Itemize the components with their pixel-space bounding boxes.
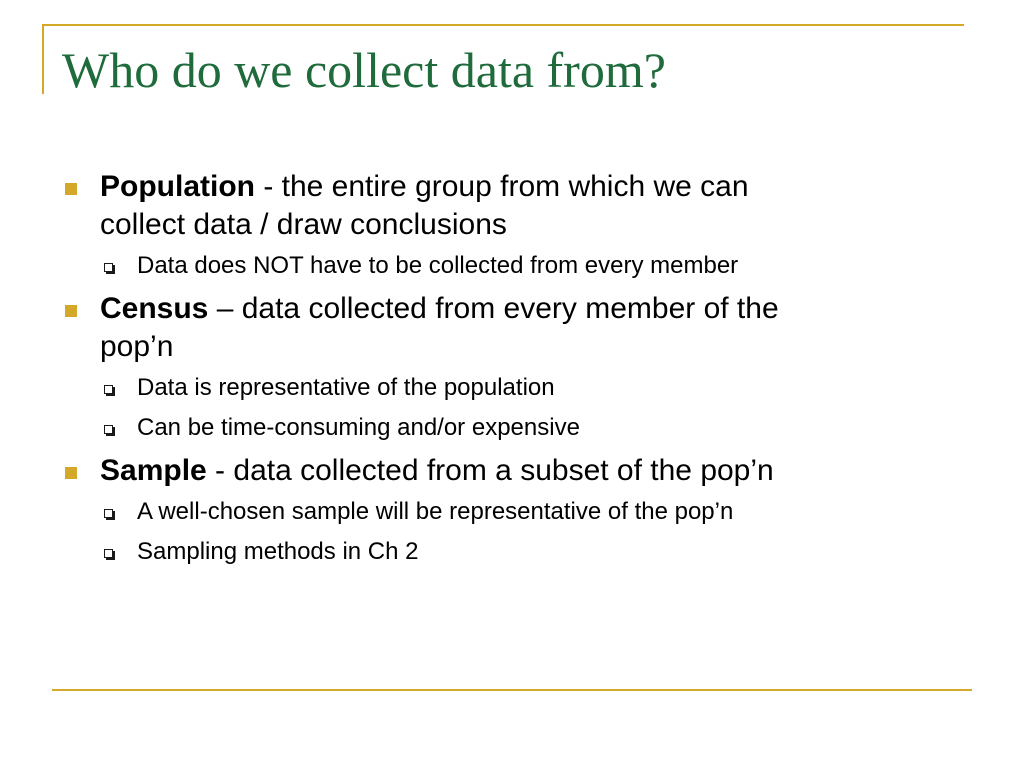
square-bullet-icon <box>65 305 77 317</box>
sub-bullet <box>62 250 962 282</box>
slide-title: Who do we collect data from? <box>62 42 666 98</box>
sub-bullet <box>62 496 962 528</box>
sub-bullet-text: Can be time-consuming and/or expensive <box>137 414 580 441</box>
term-population: Population <box>100 170 255 203</box>
square-bullet-icon <box>65 467 77 479</box>
sub-bullet <box>62 412 962 444</box>
bullet-text: - data collected from a subset of the pop’n <box>206 454 774 487</box>
bullet-population <box>62 168 962 244</box>
sub-bullet-text: A well-chosen sample will be representative of the pop’n <box>137 498 734 525</box>
frame-top-rule <box>42 24 964 26</box>
term-sample: Sample <box>100 454 207 487</box>
bullet-text: - the entire group from which we can <box>254 170 749 203</box>
hollow-square-bullet-icon <box>104 263 113 272</box>
frame-bottom-rule <box>52 689 972 691</box>
hollow-square-bullet-icon <box>104 425 113 434</box>
hollow-square-bullet-icon <box>104 509 113 518</box>
sub-bullet <box>62 372 962 404</box>
bullet-text: – data collected from every member of the <box>208 292 779 325</box>
bullet-text-continued: collect data / draw conclusions <box>100 208 507 241</box>
frame-left-rule <box>42 24 44 94</box>
hollow-square-bullet-icon <box>104 549 113 558</box>
sub-bullet-text: Sampling methods in Ch 2 <box>137 538 419 565</box>
hollow-square-bullet-icon <box>104 385 113 394</box>
square-bullet-icon <box>65 183 77 195</box>
bullet-census <box>62 290 962 366</box>
bullet-sample <box>62 452 962 490</box>
sub-bullet <box>62 536 962 568</box>
sub-bullet-text: Data is representative of the population <box>137 374 555 401</box>
bullet-list <box>62 168 962 576</box>
term-census: Census <box>100 292 209 325</box>
bullet-text-continued: pop’n <box>100 330 174 363</box>
sub-bullet-text: Data does NOT have to be collected from every member <box>137 252 739 279</box>
